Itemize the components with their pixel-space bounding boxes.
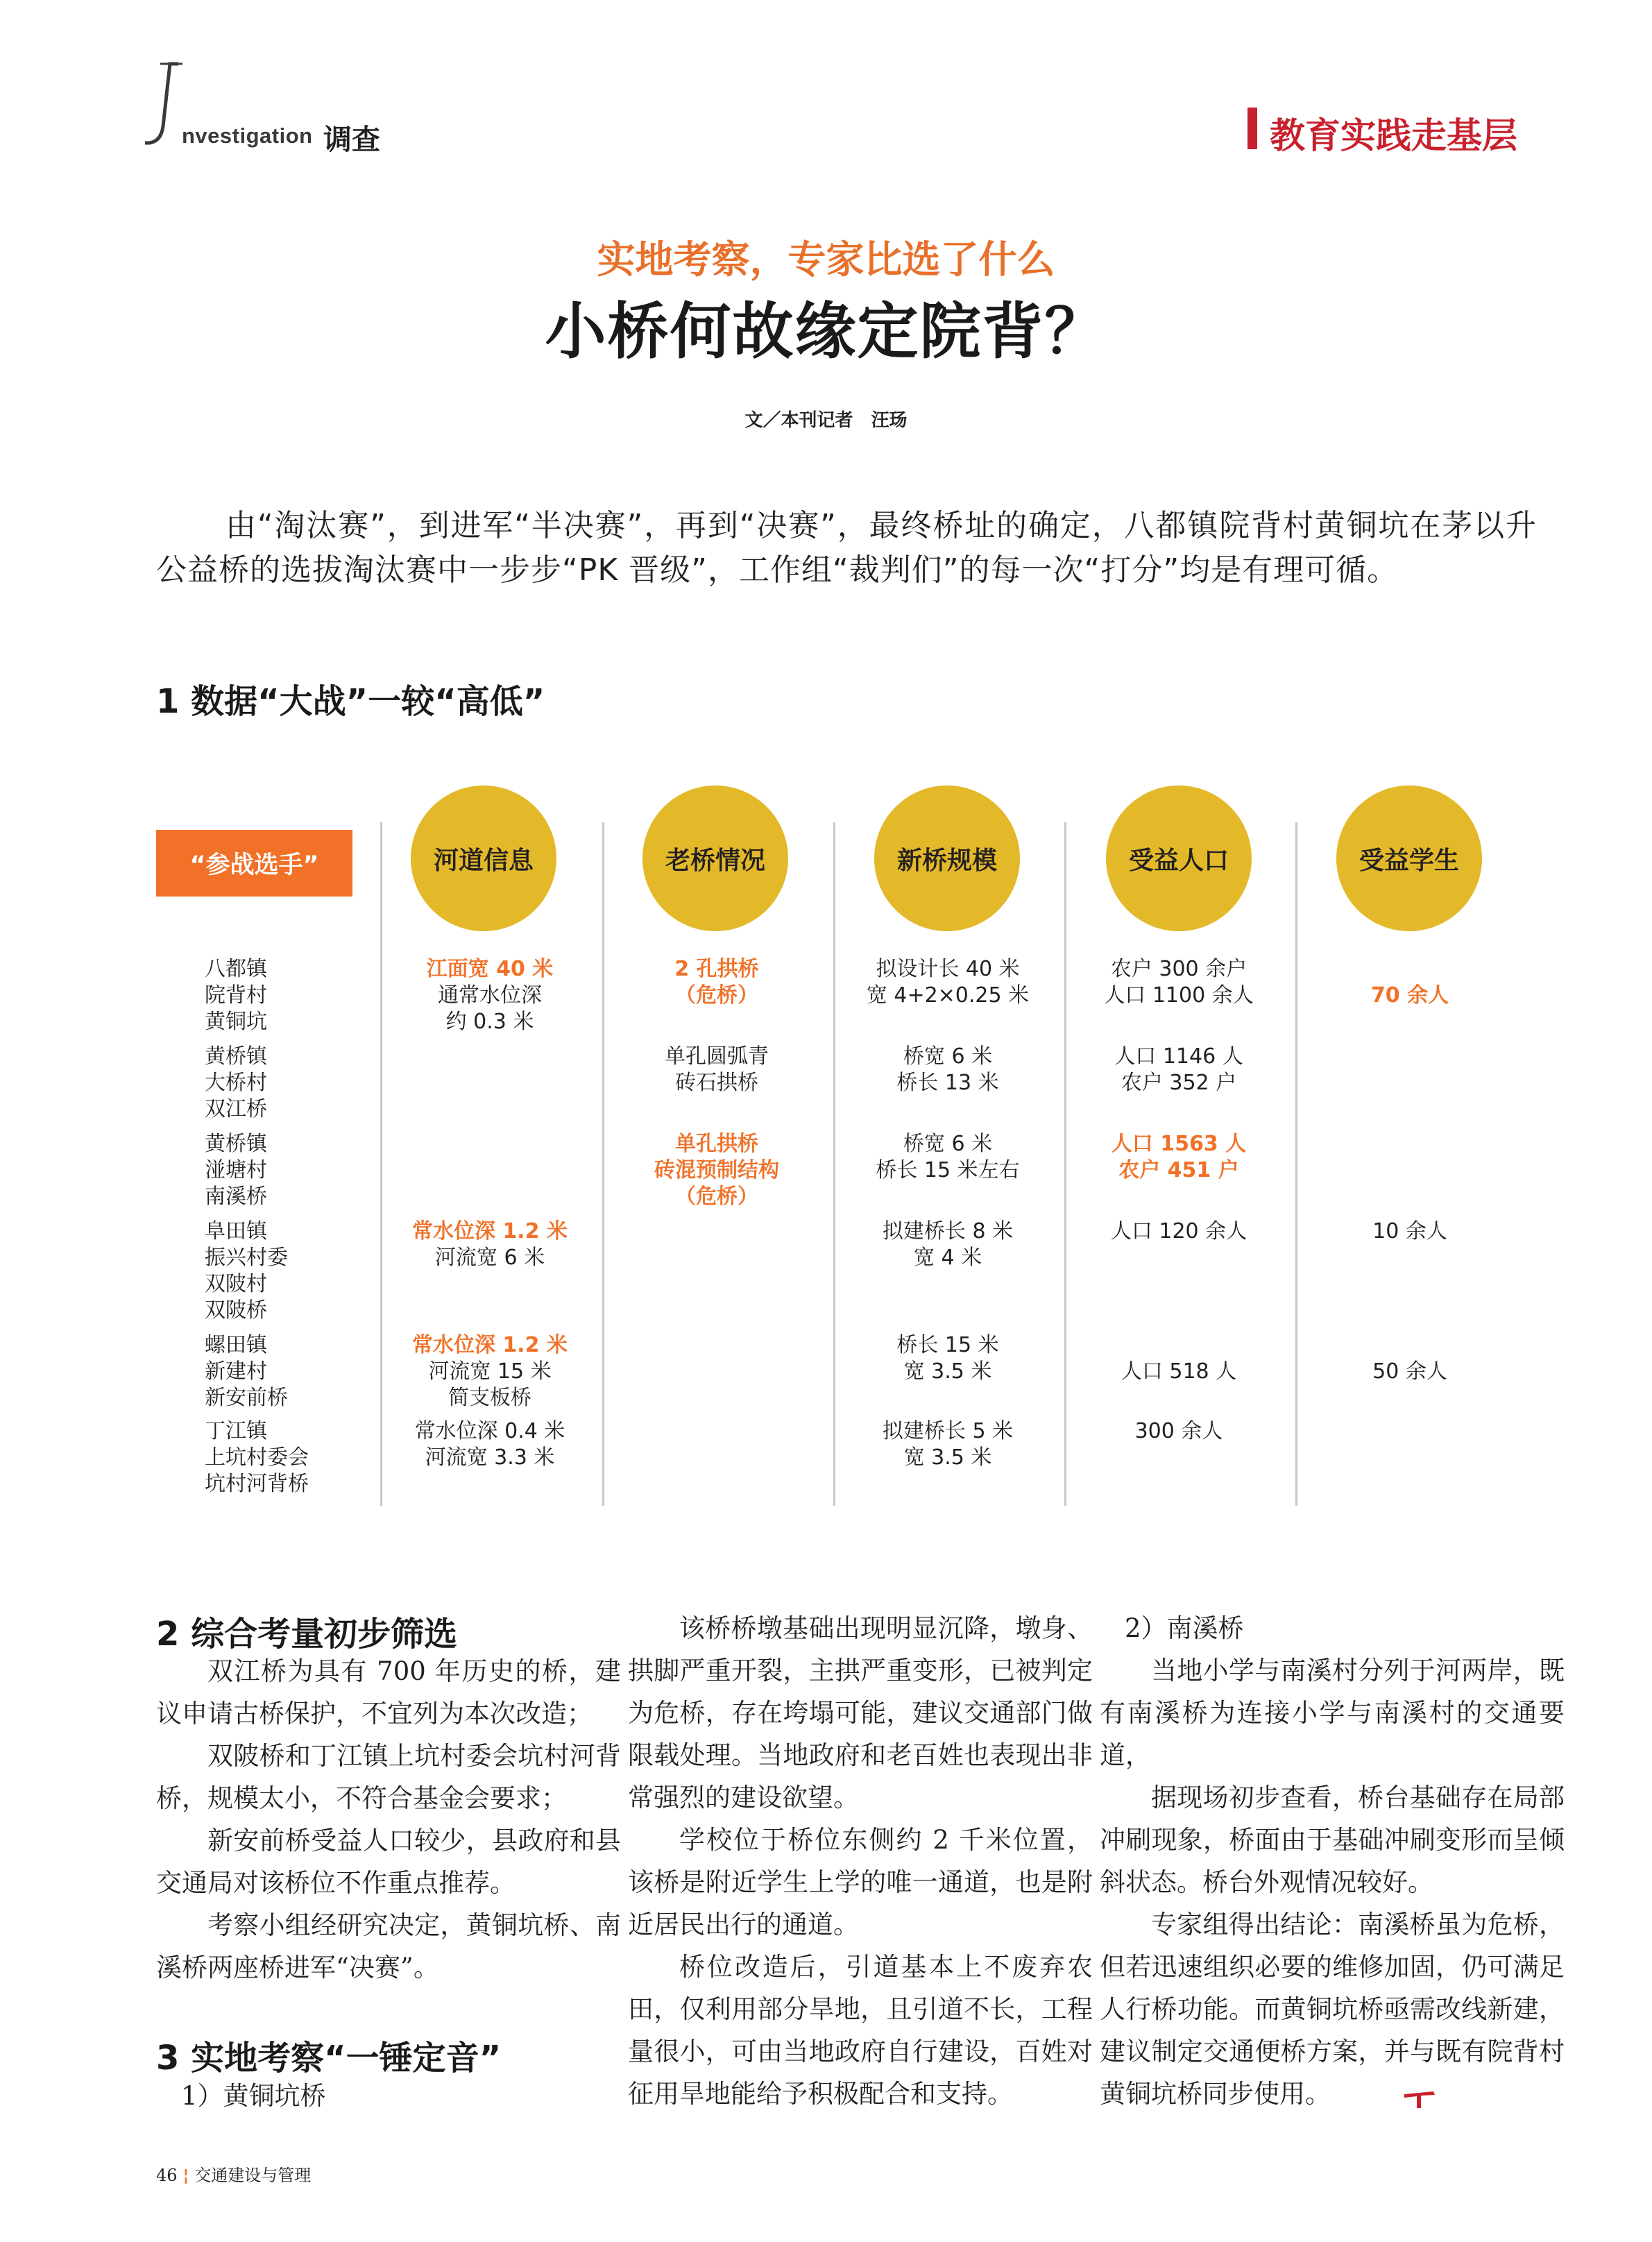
table-cell-population: 人口 120 余人 bbox=[1110, 1219, 1247, 1243]
table-cell-river: 通常水位深 约 0.3 米 bbox=[438, 983, 542, 1034]
subsection-2-label: 2）南溪桥 bbox=[1125, 1613, 1244, 1643]
table-row-name: 八都镇 院背村 黄铜坑 bbox=[205, 957, 267, 1034]
page-footer bbox=[156, 2162, 311, 2186]
table-cell-river: 常水位深 0.4 米 河流宽 3.3 米 bbox=[414, 1419, 565, 1470]
table-cell-river: 河流宽 15 米 简支板桥 bbox=[428, 1359, 552, 1410]
article-title: 小桥何故缘定院背？ bbox=[545, 296, 1107, 367]
table-divider bbox=[602, 822, 604, 1506]
footer-separator: ¦ bbox=[182, 2165, 189, 2185]
column-header-river: 河道信息 bbox=[411, 785, 556, 931]
column-header-new-bridge: 新桥规模 bbox=[874, 785, 1020, 931]
section-3-heading: 3 实地考察“一锤定音” bbox=[156, 2039, 502, 2078]
body-paragraph: 双江桥为具有 700 年历史的桥，建议申请古桥保护，不宜列为本次改造； bbox=[156, 1656, 621, 1729]
magazine-name: 交通建设与管理 bbox=[194, 2166, 312, 2185]
table-cell-old-highlight: 单孔拱桥 砖混预制结构 （危桥） bbox=[654, 1132, 779, 1209]
table-row-name: 螺田镇 新建村 新安前桥 bbox=[205, 1333, 288, 1410]
table-cell-old-highlight: 2 孔拱桥 （危桥） bbox=[674, 957, 759, 1008]
body-column-3 bbox=[1100, 1607, 1565, 2115]
contestant-label-box: “参战选手” bbox=[156, 830, 352, 897]
table-divider bbox=[1295, 822, 1297, 1506]
section-1-heading: 1 数据“大战”一较“高低” bbox=[156, 682, 545, 721]
table-cell-new: 拟建桥长 5 米 宽 3.5 米 bbox=[882, 1419, 1014, 1470]
table-cell-population: 农户 300 余户 人口 1100 余人 bbox=[1104, 957, 1254, 1008]
table-cell-new: 桥宽 6 米 桥长 13 米 bbox=[896, 1044, 999, 1095]
table-row-name: 黄桥镇 湴塘村 南溪桥 bbox=[205, 1132, 267, 1209]
body-paragraph: 桥位改造后，引道基本上不废弃农田，仅利用部分旱地，且引道不长，工程量很小，可由当地政府自行建设，百姓对征用旱地能给予积极配合和支持。 bbox=[628, 1952, 1093, 2109]
table-cell-students-highlight: 70 余人 bbox=[1370, 983, 1449, 1008]
magazine-section-label: nvestigation bbox=[182, 124, 313, 148]
body-paragraph: 学校位于桥位东侧约 2 千米位置，该桥是附近学生上学的唯一通道，也是附近居民出行的通道。 bbox=[628, 1825, 1093, 1939]
table-cell-river-highlight: 江面宽 40 米 bbox=[426, 957, 554, 981]
subsection-1-label-wrap bbox=[156, 2075, 621, 2117]
table-cell-population: 人口 518 人 bbox=[1121, 1359, 1237, 1384]
body-column-1 bbox=[156, 1650, 621, 1989]
body-column-2 bbox=[628, 1607, 1093, 2115]
column-header-population: 受益人口 bbox=[1106, 785, 1252, 931]
subsection-1-label: 1）黄铜坑桥 bbox=[181, 2081, 326, 2111]
section-2-heading: 2 综合考量初步筛选 bbox=[156, 1615, 458, 1654]
table-row-name: 阜田镇 振兴村委 双陂村 双陂桥 bbox=[205, 1219, 288, 1323]
table-cell-river-highlight: 常水位深 1.2 米 bbox=[411, 1219, 568, 1243]
table-cell-new: 桥长 15 米 宽 3.5 米 bbox=[896, 1333, 999, 1384]
table-cell-new: 拟建桥长 8 米 宽 4 米 bbox=[882, 1219, 1014, 1270]
intro-paragraph: 由“淘汰赛”，到进军“半决赛”，再到“决赛”，最终桥址的确定，八都镇院背村黄铜坑在茅以升公益桥的选拔淘汰赛中一步步“PK 晋级”，工作组“裁判们”的每一次“打分”均是有理可循。 bbox=[156, 508, 1537, 588]
table-cell-old: 单孔圆弧青 砖石拱桥 bbox=[665, 1044, 769, 1095]
article-subtitle: 实地考察，专家比选了什么 bbox=[597, 237, 1055, 282]
column-header-students: 受益学生 bbox=[1336, 785, 1482, 931]
table-row-name: 丁江镇 上坑村委会 坑村河背桥 bbox=[205, 1419, 309, 1496]
table-cell-population-highlight: 人口 1563 人 农户 451 户 bbox=[1111, 1132, 1247, 1182]
table-cell-students: 10 余人 bbox=[1372, 1219, 1447, 1243]
article-end-mark-icon bbox=[1403, 2089, 1436, 2111]
table-cell-students: 50 余人 bbox=[1372, 1359, 1447, 1384]
body-paragraph: 考察小组经研究决定，黄铜坑桥、南溪桥两座桥进军“决赛”。 bbox=[156, 1910, 621, 1982]
body-paragraph: 该桥桥墩基础出现明显沉降，墩身、拱脚严重开裂，主拱严重变形，已被判定为危桥，存在垮塌可能，建议交通部门做限载处理。当地政府和老百姓也表现出非常强烈的建设欲望。 bbox=[628, 1613, 1093, 1812]
body-paragraph: 新安前桥受益人口较少，县政府和县交通局对该桥位不作重点推荐。 bbox=[156, 1826, 621, 1898]
table-cell-population: 人口 1146 人 农户 352 户 bbox=[1114, 1044, 1243, 1095]
body-paragraph: 当地小学与南溪村分列于河两岸，既有南溪桥为连接小学与南溪村的交通要道， bbox=[1100, 1656, 1565, 1770]
body-paragraph: 双陂桥和丁江镇上坑村委会坑村河背桥，规模太小，不符合基金会要求； bbox=[156, 1741, 621, 1813]
table-divider bbox=[1064, 822, 1066, 1506]
column-title: 教育实践走基层 bbox=[1270, 116, 1518, 157]
body-paragraph: 专家组得出结论：南溪桥虽为危桥，但若迅速组织必要的维修加固，仍可满足人行桥功能。而黄铜坑桥亟需改线新建，建议制定交通便桥方案，并与既有院背村黄铜坑桥同步使用。 bbox=[1100, 1910, 1565, 2109]
magazine-section-cn: 调查 bbox=[323, 123, 380, 156]
investigation-logo-j-icon bbox=[142, 61, 184, 151]
table-cell-population: 300 余人 bbox=[1134, 1419, 1223, 1443]
column-header-old-bridge: 老桥情况 bbox=[642, 785, 788, 931]
article-byline: 文／本刊记者 汪玚 bbox=[744, 410, 908, 431]
table-divider bbox=[833, 822, 835, 1506]
table-cell-river-highlight: 常水位深 1.2 米 bbox=[411, 1333, 568, 1357]
body-paragraph: 据现场初步查看，桥台基础存在局部冲刷现象，桥面由于基础冲刷变形而呈倾斜状态。桥台外观情况较好。 bbox=[1100, 1783, 1565, 1897]
page-number: 46 bbox=[156, 2166, 178, 2185]
table-row-name: 黄桥镇 大桥村 双江桥 bbox=[205, 1044, 267, 1121]
column-marker-bar bbox=[1247, 108, 1257, 149]
table-cell-river: 河流宽 6 米 bbox=[434, 1246, 545, 1270]
table-cell-new: 桥宽 6 米 桥长 15 米左右 bbox=[876, 1132, 1020, 1182]
table-cell-new: 拟设计长 40 米 宽 4+2×0.25 米 bbox=[866, 957, 1030, 1008]
